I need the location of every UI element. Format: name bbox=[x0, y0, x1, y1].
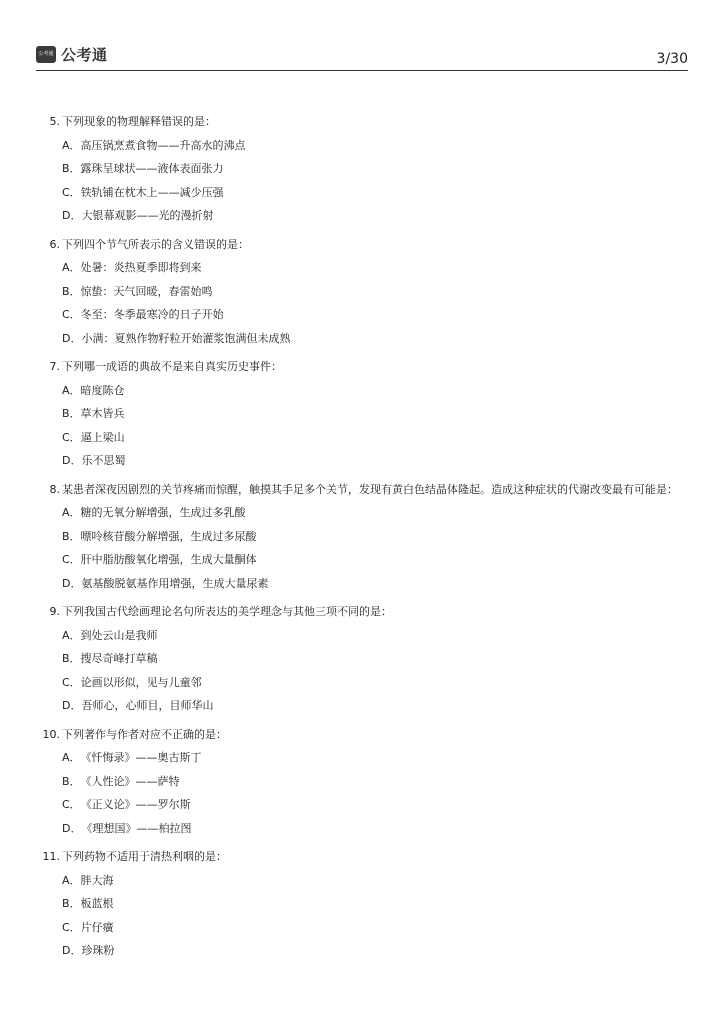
question-text: 下列药物不适用于清热利咽的是： bbox=[62, 850, 227, 863]
option-text: 吾师心，心师目，目师华山 bbox=[81, 699, 214, 712]
option-d[interactable] bbox=[42, 939, 692, 963]
option-text: 暗度陈仓 bbox=[80, 383, 125, 397]
option-text: 片仔癀 bbox=[80, 920, 114, 934]
logo-badge-icon: 公考通 bbox=[36, 46, 56, 63]
option-d[interactable] bbox=[42, 572, 692, 596]
option-d[interactable] bbox=[42, 817, 692, 841]
option-c[interactable] bbox=[42, 916, 692, 940]
option-b[interactable] bbox=[42, 157, 692, 181]
option-letter: D． bbox=[62, 454, 82, 467]
option-letter: A． bbox=[62, 138, 81, 152]
option-letter: C． bbox=[62, 553, 81, 566]
option-letter: A． bbox=[62, 383, 81, 397]
question-number: 11. bbox=[42, 850, 60, 863]
question-11 bbox=[42, 845, 692, 963]
option-a[interactable] bbox=[42, 624, 692, 648]
page-number: 3/30 bbox=[656, 51, 688, 67]
option-c[interactable] bbox=[42, 671, 692, 695]
option-letter: D． bbox=[62, 699, 82, 712]
option-letter: D． bbox=[62, 821, 82, 835]
option-b[interactable] bbox=[42, 402, 692, 426]
option-d[interactable] bbox=[42, 694, 692, 718]
option-text: 《忏悔录》——奥古斯丁 bbox=[80, 751, 202, 764]
option-letter: C． bbox=[62, 308, 81, 321]
option-letter: B． bbox=[62, 284, 81, 298]
question-text: 下列著作与作者对应不正确的是： bbox=[62, 727, 227, 741]
option-d[interactable] bbox=[42, 449, 692, 473]
question-number: 6. bbox=[49, 237, 60, 251]
question-number: 7. bbox=[49, 360, 60, 373]
option-letter: B． bbox=[62, 652, 81, 665]
question-number: 10. bbox=[42, 727, 60, 741]
question-9 bbox=[42, 600, 692, 718]
option-d[interactable] bbox=[42, 327, 692, 351]
option-text: 铁轨铺在枕木上——减少压强 bbox=[80, 185, 224, 199]
option-text: 胖大海 bbox=[80, 873, 114, 887]
question-7 bbox=[42, 355, 692, 473]
option-text: 草木皆兵 bbox=[80, 407, 125, 420]
question-text: 下列我国古代绘画理论名句所表达的美学理念与其他三项不同的是： bbox=[62, 605, 392, 618]
option-b[interactable] bbox=[42, 770, 692, 794]
option-text: 糖的无氧分解增强，生成过多乳酸 bbox=[80, 506, 246, 519]
question-number: 5. bbox=[49, 115, 60, 128]
option-text: 到处云山是我师 bbox=[80, 628, 158, 642]
option-text: 板蓝根 bbox=[80, 897, 114, 910]
option-text: 露珠呈球状——液体表面张力 bbox=[80, 162, 224, 175]
option-letter: B． bbox=[62, 897, 81, 910]
option-letter: B． bbox=[62, 529, 81, 543]
option-text: 乐不思蜀 bbox=[81, 454, 126, 467]
option-letter: D． bbox=[62, 209, 82, 222]
option-b[interactable] bbox=[42, 647, 692, 671]
option-c[interactable] bbox=[42, 426, 692, 450]
option-c[interactable] bbox=[42, 548, 692, 572]
option-letter: C． bbox=[62, 798, 81, 811]
option-text: 冬至：冬季最寒冷的日子开始 bbox=[80, 308, 224, 321]
option-text: 搜尽奇峰打草稿 bbox=[80, 652, 158, 665]
option-a[interactable] bbox=[42, 256, 692, 280]
option-text: 珍珠粉 bbox=[81, 944, 115, 957]
option-letter: B． bbox=[62, 162, 81, 175]
option-text: 惊蛰：天气回暖，春雷始鸣 bbox=[80, 284, 213, 298]
option-a[interactable] bbox=[42, 869, 692, 893]
question-text: 某患者深夜因剧烈的关节疼痛而惊醒，触摸其手足多个关节，发现有黄白色结晶体隆起。造成这种症状的代谢改变最有可能是： bbox=[62, 482, 678, 496]
option-a[interactable] bbox=[42, 134, 692, 158]
option-letter: A． bbox=[62, 261, 81, 274]
option-text: 《人性论》——萨特 bbox=[80, 774, 180, 788]
question-8 bbox=[42, 478, 692, 596]
question-stem bbox=[42, 478, 692, 502]
option-text: 大银幕观影——光的漫折射 bbox=[81, 209, 214, 222]
option-letter: B． bbox=[62, 407, 81, 420]
option-c[interactable] bbox=[42, 793, 692, 817]
option-letter: A． bbox=[62, 628, 81, 642]
question-text: 下列四个节气所表示的含义错误的是： bbox=[62, 237, 249, 251]
page-header bbox=[36, 40, 688, 71]
option-b[interactable] bbox=[42, 892, 692, 916]
option-text: 《正义论》——罗尔斯 bbox=[80, 798, 191, 811]
option-text: 论画以形似，见与儿童邻 bbox=[80, 675, 202, 689]
question-stem bbox=[42, 233, 692, 257]
option-b[interactable] bbox=[42, 280, 692, 304]
question-text: 下列现象的物理解释错误的是： bbox=[62, 115, 216, 128]
logo-text: 公考通 bbox=[61, 46, 108, 64]
option-letter: A． bbox=[62, 751, 81, 764]
question-number: 8. bbox=[49, 482, 60, 496]
option-text: 高压锅烹煮食物——升高水的沸点 bbox=[80, 138, 246, 152]
option-text: 氨基酸脱氨基作用增强，生成大量尿素 bbox=[81, 576, 269, 590]
question-6 bbox=[42, 233, 692, 351]
option-letter: D． bbox=[62, 944, 82, 957]
question-text: 下列哪一成语的典故不是来自真实历史事件： bbox=[62, 360, 282, 373]
option-text: 肝中脂肪酸氧化增强，生成大量酮体 bbox=[80, 553, 257, 566]
question-list bbox=[42, 110, 692, 968]
question-stem bbox=[42, 600, 692, 624]
option-text: 《理想国》——柏拉图 bbox=[81, 821, 192, 835]
option-b[interactable] bbox=[42, 525, 692, 549]
question-stem bbox=[42, 723, 692, 747]
option-c[interactable] bbox=[42, 181, 692, 205]
option-letter: C． bbox=[62, 920, 81, 934]
option-d[interactable] bbox=[42, 204, 692, 228]
logo bbox=[36, 44, 108, 65]
question-stem bbox=[42, 110, 692, 134]
option-a[interactable] bbox=[42, 746, 692, 770]
option-c[interactable] bbox=[42, 303, 692, 327]
option-letter: D． bbox=[62, 576, 82, 590]
option-text: 逼上梁山 bbox=[80, 430, 125, 444]
question-5 bbox=[42, 110, 692, 228]
question-number: 9. bbox=[49, 605, 60, 618]
question-10 bbox=[42, 723, 692, 841]
option-text: 处暑：炎热夏季即将到来 bbox=[80, 261, 202, 274]
option-text: 嘌呤核苷酸分解增强，生成过多尿酸 bbox=[80, 529, 257, 543]
option-letter: B． bbox=[62, 774, 81, 788]
question-stem bbox=[42, 355, 692, 379]
option-letter: C． bbox=[62, 430, 81, 444]
option-letter: C． bbox=[62, 675, 81, 689]
option-text: 小满：夏熟作物籽粒开始灌浆饱满但未成熟 bbox=[81, 331, 291, 345]
option-a[interactable] bbox=[42, 379, 692, 403]
option-a[interactable] bbox=[42, 501, 692, 525]
option-letter: C． bbox=[62, 185, 81, 199]
option-letter: A． bbox=[62, 506, 81, 519]
question-stem bbox=[42, 845, 692, 869]
option-letter: D． bbox=[62, 331, 82, 345]
option-letter: A． bbox=[62, 873, 81, 887]
